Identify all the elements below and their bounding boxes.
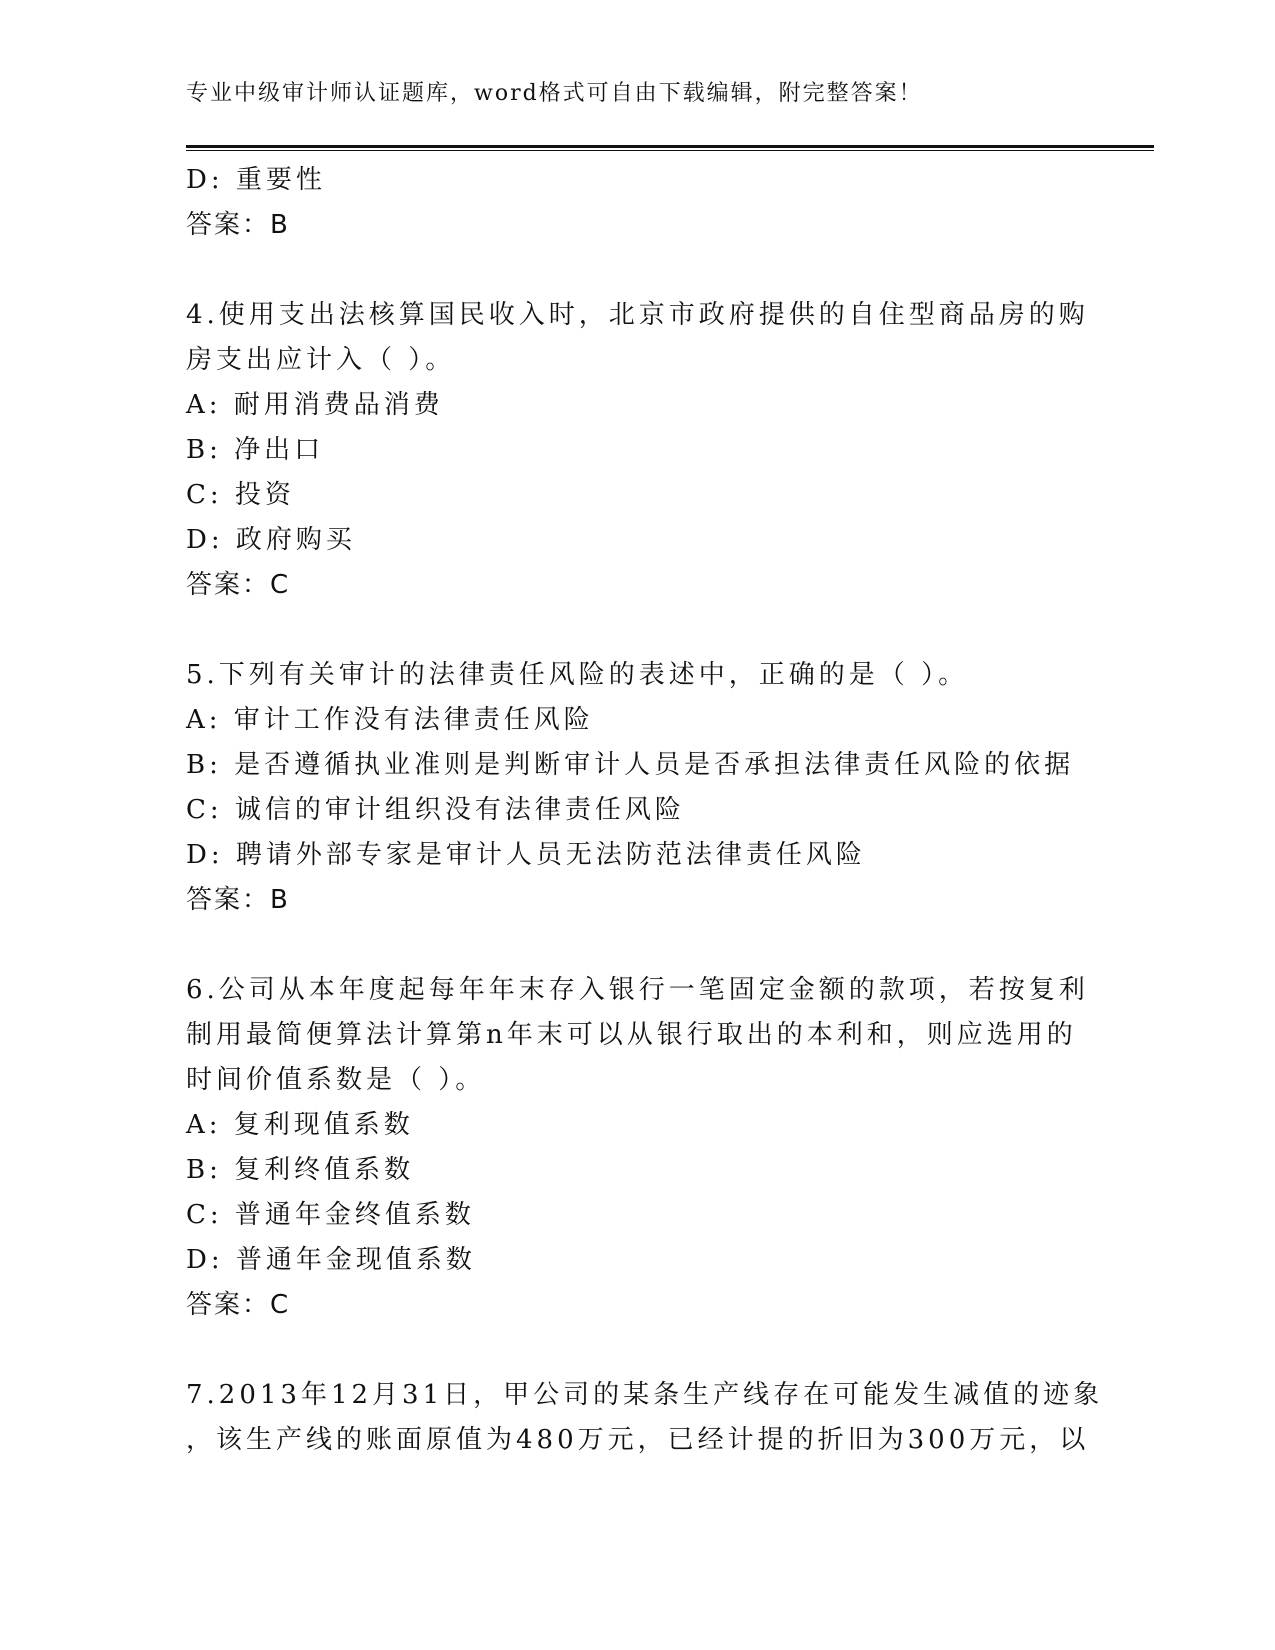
- page-header: 专业中级审计师认证题库，word格式可自由下载编辑，附完整答案！: [186, 81, 923, 106]
- header-rule-thick: [186, 145, 1154, 148]
- answer-line: 答案：B: [186, 210, 290, 240]
- question-7-line-1: 7.2013年12月31日，甲公司的某条生产线存在可能发生减值的迹象: [186, 1380, 1104, 1410]
- question-6-answer: 答案：C: [186, 1290, 291, 1320]
- spacer: [186, 608, 1066, 653]
- option-d: D: 重要性: [186, 165, 326, 195]
- question-6-option-b: B: 复利终值系数: [186, 1155, 415, 1185]
- question-6-option-a: A: 复利现值系数: [186, 1110, 414, 1140]
- spacer: [186, 248, 1066, 293]
- question-5-answer: 答案：B: [186, 885, 290, 915]
- document-content: [186, 158, 1104, 1463]
- question-4-answer: 答案：C: [186, 570, 291, 600]
- question-6-line-3: 时间价值系数是（ ）。: [186, 1065, 486, 1095]
- question-4-line-1: 4.使用支出法核算国民收入时，北京市政府提供的自住型商品房的购: [186, 300, 1089, 330]
- question-6-line-2: 制用最简便算法计算第n年末可以从银行取出的本利和，则应选用的: [186, 1020, 1077, 1050]
- question-5-option-c: C: 诚信的审计组织没有法律责任风险: [186, 795, 685, 825]
- header-rule-thin: [186, 150, 1154, 151]
- question-7-line-2: ，该生产线的账面原值为480万元，已经计提的折旧为300万元，以: [186, 1425, 1090, 1455]
- question-4-option-b: B: 净出口: [186, 435, 325, 465]
- question-6-option-d: D: 普通年金现值系数: [186, 1245, 476, 1275]
- question-4-option-a: A: 耐用消费品消费: [186, 390, 444, 420]
- question-5-option-d: D: 聘请外部专家是审计人员无法防范法律责任风险: [186, 840, 866, 870]
- question-6-option-c: C: 普通年金终值系数: [186, 1200, 475, 1230]
- question-6-line-1: 6.公司从本年度起每年年末存入银行一笔固定金额的款项，若按复利: [186, 975, 1089, 1005]
- question-5-option-a: A: 审计工作没有法律责任风险: [186, 705, 594, 735]
- question-5-option-b: B: 是否遵循执业准则是判断审计人员是否承担法律责任风险的依据: [186, 750, 1075, 780]
- question-4-option-c: C: 投资: [186, 480, 295, 510]
- spacer: [186, 923, 1066, 968]
- spacer: [186, 1328, 1066, 1373]
- question-4-option-d: D: 政府购买: [186, 525, 356, 555]
- question-4-line-2: 房支出应计入（ ）。: [186, 345, 456, 375]
- question-5-line-1: 5.下列有关审计的法律责任风险的表述中，正确的是（ ）。: [186, 660, 969, 690]
